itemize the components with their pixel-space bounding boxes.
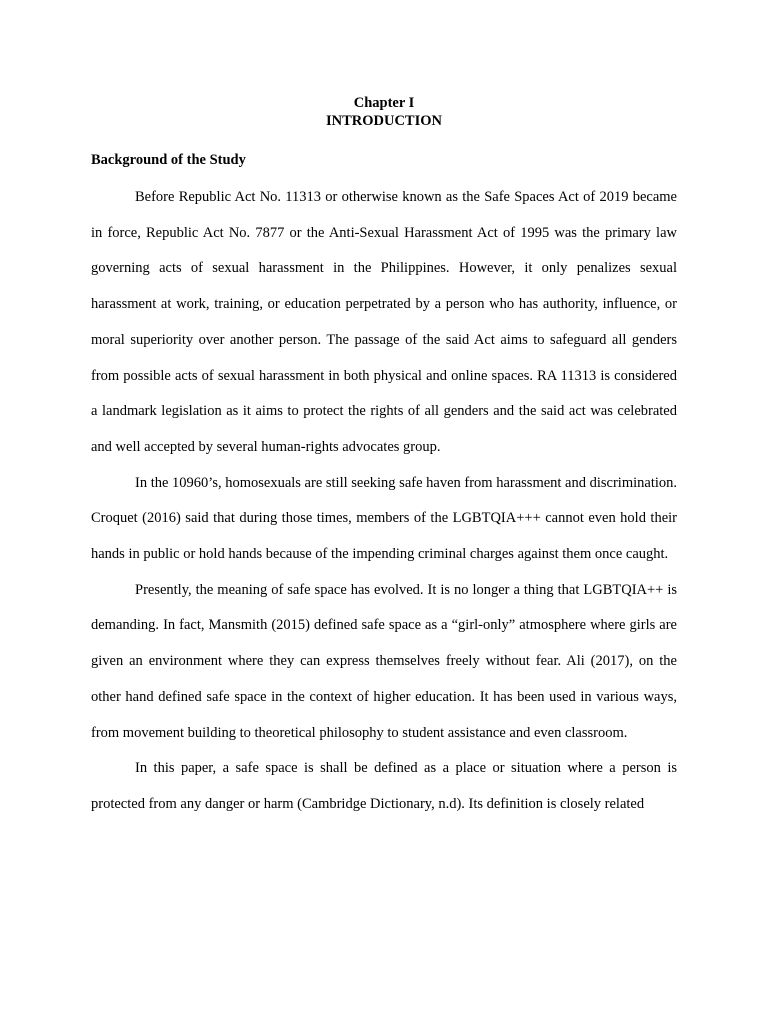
section-heading: Background of the Study: [91, 152, 246, 168]
body-text: [91, 180, 677, 823]
paragraph-4: In this paper, a safe space is shall be defined as a place or situation where a person is protected from any danger or harm (Cambridge Dictionary, n.d). Its definition is closely related: [91, 760, 677, 812]
paragraph-3: Presently, the meaning of safe space has evolved. It is no longer a thing that LGBTQIA++ is demanding. In fact, Mansmith (2015) defined safe space as a “girl-only” atmosphere where girls are given an environment where they can express themselves freely without fear. Ali (2017), on the other hand defined safe space in the context of higher education. It has been used in various ways, from movement building to theoretical philosophy to student assistance and even classroom.: [91, 581, 677, 741]
chapter-heading: [0, 94, 768, 130]
chapter-label: Chapter I: [353, 95, 415, 111]
paragraph-1: Before Republic Act No. 11313 or otherwise known as the Safe Spaces Act of 2019 became in force, Republic Act No. 7877 or the Anti-Sexual Harassment Act of 1995 was the primary law governing acts of sexual harassment in the Philippines. However, it only penalizes sexual harassment at work, training, or education perpetrated by a person who has authority, influence, or moral superiority over another person. The passage of the said Act aims to safeguard all genders from possible acts of sexual harassment in both physical and online spaces. RA 11313 is considered a landmark legislation as it aims to protect the rights of all genders and the said act was celebrated and well accepted by several human-rights advocates group.: [91, 189, 677, 455]
paragraph-2: In the 10960’s, homosexuals are still seeking safe haven from harassment and discrimination. Croquet (2016) said that during those times, members of the LGBTQIA+++ cannot even hold their hands in public or hold hands because of the impending criminal charges against them once caught.: [91, 474, 678, 563]
chapter-title: INTRODUCTION: [325, 113, 442, 129]
